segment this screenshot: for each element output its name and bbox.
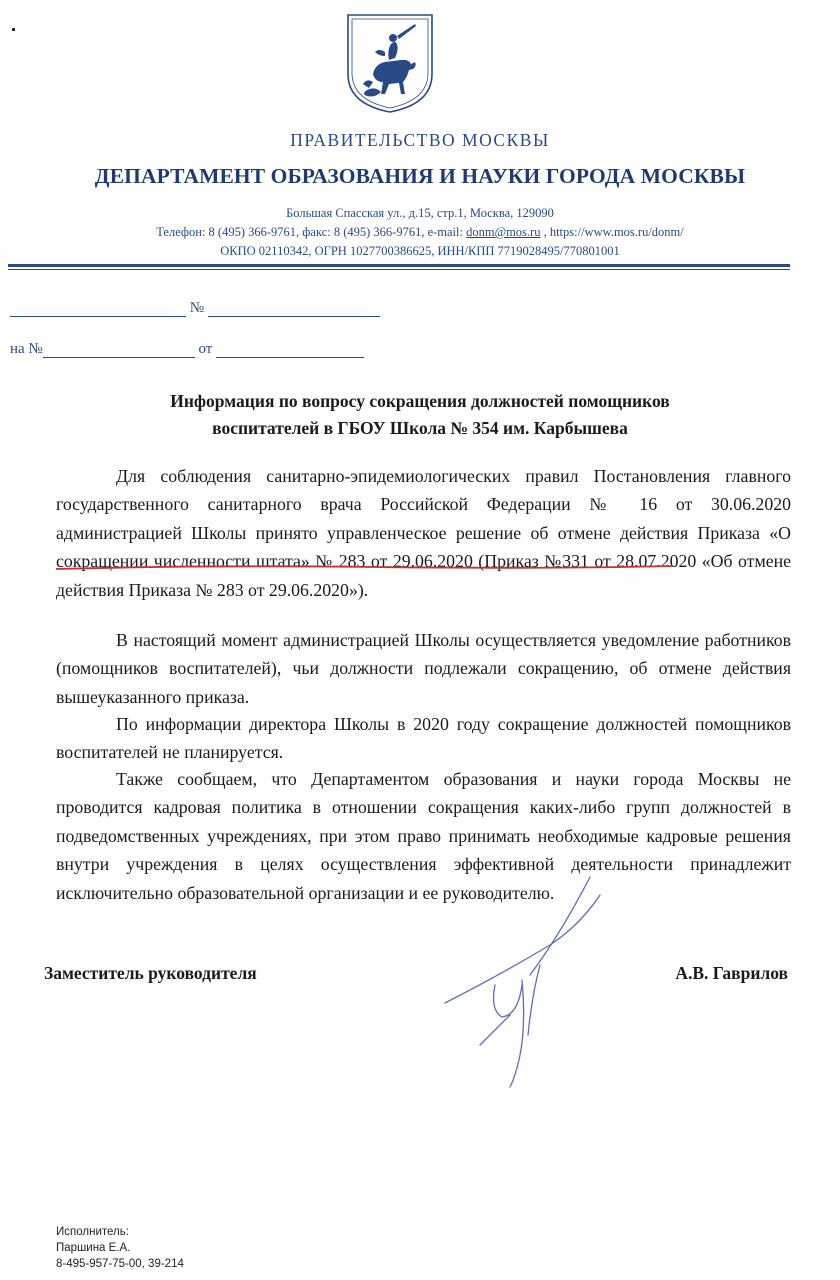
title-line-1: Информация по вопросу сокращения должностей помощников: [170, 391, 670, 411]
paragraph-1: Для соблюдения санитарно-эпидемиологических правил Постановления главного государственного санитарного врача Российской Федерации № 16 от 30.06.2020 администрацией Школы принято управленческое решение об отмене действия Приказа «О сокращении численности штата» № 283 от 29.06.2020 (Приказ №331 от 28.07.2020 «Об отмене действия Приказа № 283 от 29.06.2020»).: [56, 466, 791, 600]
incoming-number-blank: [43, 343, 195, 358]
paragraph-3: По информации директора Школы в 2020 году сокращение должностей помощников воспитателей не планируется.: [56, 714, 791, 763]
document-title: [60, 388, 780, 442]
from-label: от: [198, 341, 213, 357]
outgoing-number-blank: [208, 302, 380, 317]
contacts-suffix: , https://www.mos.ru/donm/: [540, 225, 684, 239]
paragraph-4: Также сообщаем, что Департаментом образования и науки города Москвы не проводится кадровая политика в отношении сокращения каких-либо групп должностей в подведомственных учреждениях, при этом право принимать необходимые кадровые решения внутри учреждения в целях осуществления эффективной деятельности принадлежит исключительно образовательной организации и ее руководителю.: [56, 769, 791, 903]
email-link[interactable]: donm@mos.ru: [466, 225, 541, 239]
incoming-number-row: [10, 341, 364, 358]
scan-speck: [12, 28, 15, 31]
outgoing-date-blank: [10, 302, 186, 317]
department-name: ДЕПАРТАМЕНТ ОБРАЗОВАНИЯ И НАУКИ ГОРОДА МОСКВЫ: [94, 164, 746, 188]
handwritten-signature: [440, 875, 640, 1090]
executor-label: Исполнитель:: [56, 1226, 129, 1238]
executor-phone: 8-495-957-75-00, 39-214: [56, 1258, 184, 1270]
contacts-prefix: Телефон: 8 (495) 366-9761, факс: 8 (495) 366-9761, e-mail:: [156, 225, 467, 239]
department-address: Большая Спасская ул., д.15, стр.1, Москва, 129090: [286, 206, 554, 220]
outgoing-number-row: [10, 300, 380, 317]
paragraph-2: В настоящий момент администрацией Школы осуществляется уведомление работников (помощников воспитателей), чьи должности подлежали сокращению, об отмене действия вышеуказанного приказа.: [56, 630, 791, 707]
executor-info: [56, 1224, 184, 1272]
government-name: ПРАВИТЕЛЬСТВО МОСКВЫ: [290, 130, 550, 150]
department-contacts: [0, 225, 840, 240]
signer-name: А.В. Гаврилов: [675, 963, 788, 983]
letterhead-divider-thin: [8, 269, 790, 270]
incoming-date-blank: [216, 343, 364, 358]
letterhead-divider-thick: [8, 264, 790, 267]
red-underline-mark: [54, 560, 674, 574]
department-codes: ОКПО 02110342, ОГРН 1027700386625, ИНН/КПП 7719028495/770801001: [220, 244, 620, 258]
signer-position: Заместитель руководителя: [44, 963, 257, 983]
moscow-coat-of-arms-icon: [345, 12, 435, 115]
executor-name: Паршина Е.А.: [56, 1242, 131, 1254]
number-sign-label: №: [189, 300, 205, 316]
on-number-label: на №: [10, 341, 43, 357]
title-line-2: воспитателей в ГБОУ Школа № 354 им. Карбышева: [212, 418, 628, 438]
